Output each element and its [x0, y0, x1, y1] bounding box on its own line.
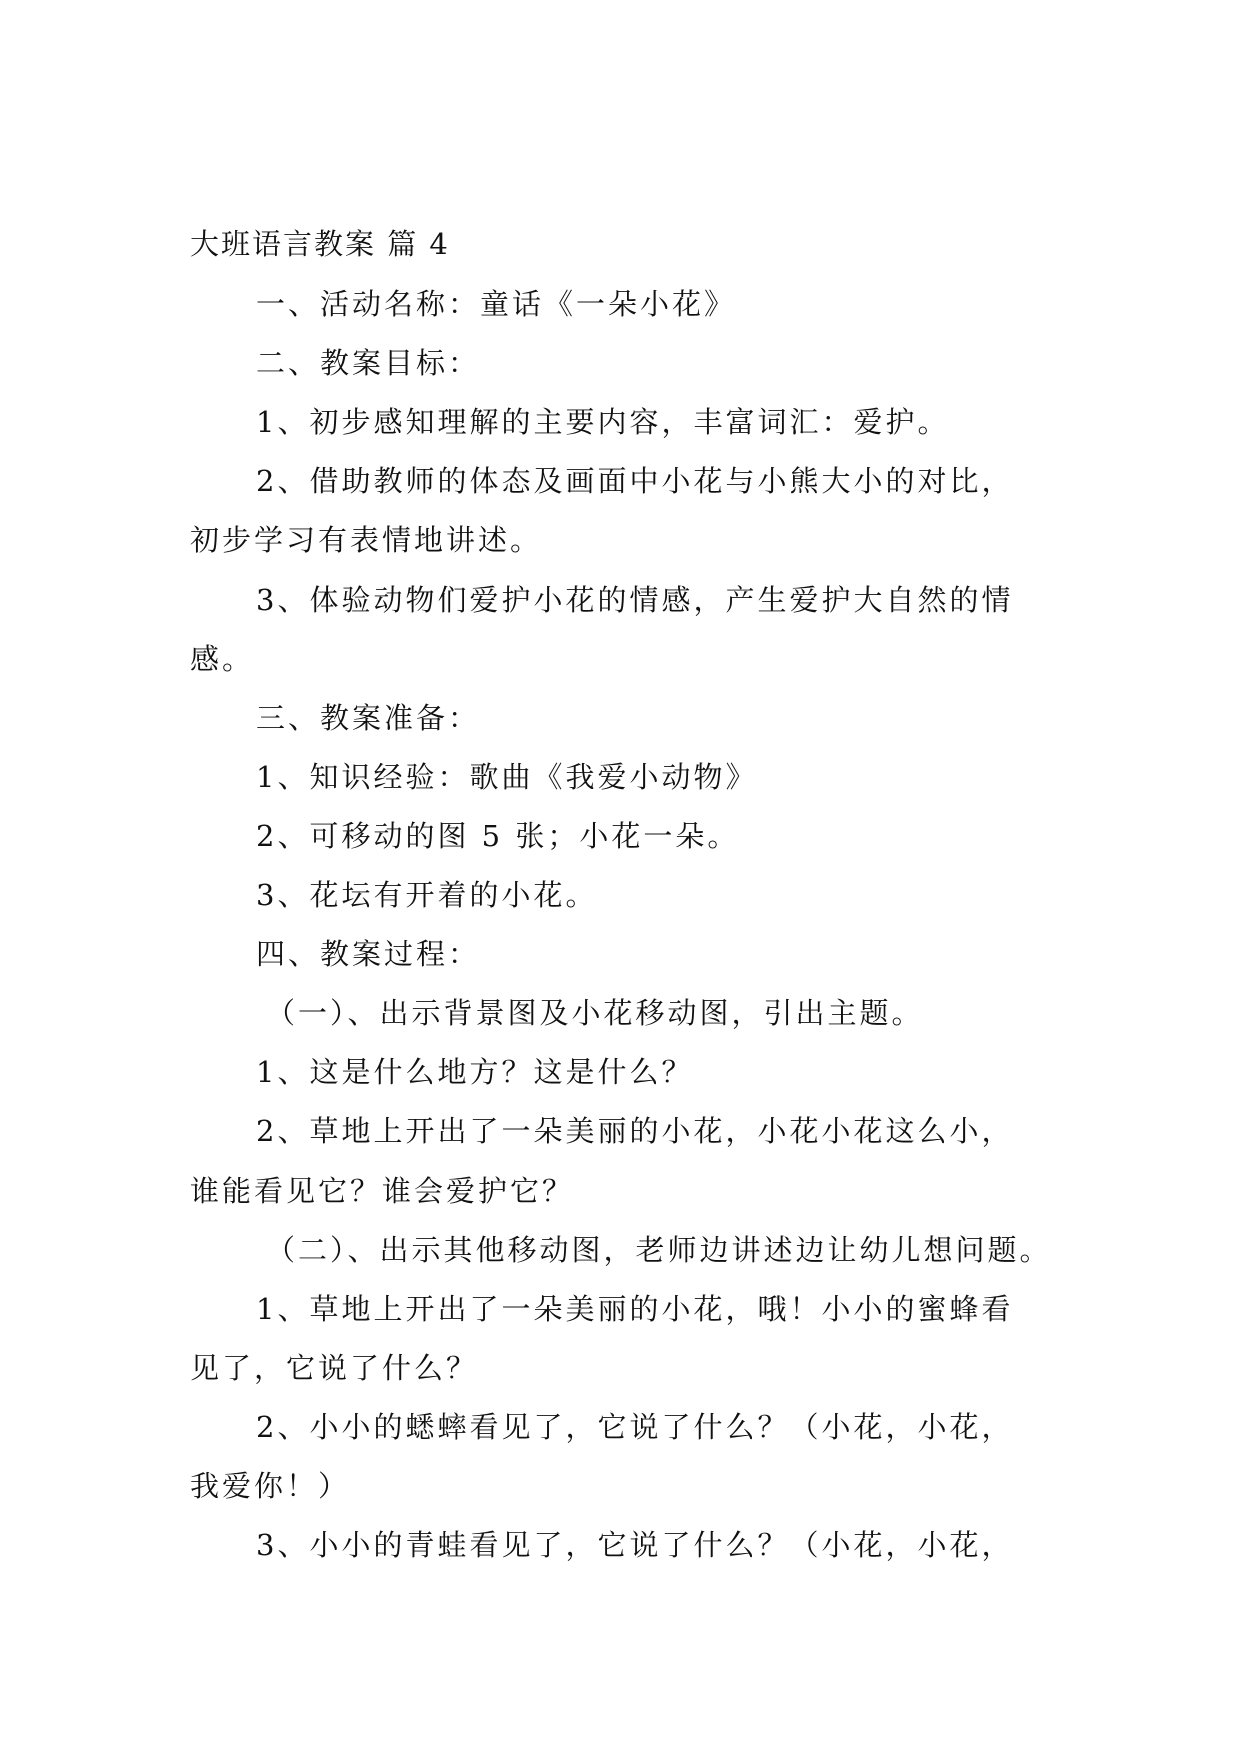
paragraph-line: 2、借助教师的体态及画面中小花与小熊大小的对比，: [256, 464, 1014, 498]
document-title: 大班语言教案 篇 4: [190, 227, 450, 261]
paragraph-line: 3、体验动物们爱护小花的情感，产生爱护大自然的情: [256, 583, 1014, 617]
paragraph-line: 感。: [190, 642, 255, 676]
paragraph-line: 2、草地上开出了一朵美丽的小花，小花小花这么小，: [256, 1114, 1014, 1148]
activity-name-line: 一、活动名称：童话《一朵小花》: [256, 287, 737, 321]
paragraph-line: 见了，它说了什么？: [190, 1351, 479, 1385]
paragraph-line: 1、初步感知理解的主要内容，丰富词汇：爱护。: [256, 405, 950, 439]
section-heading-goals: 二、教案目标：: [256, 346, 481, 380]
paragraph-line: 我爱你！）: [190, 1469, 351, 1503]
paragraph-line: 2、小小的蟋蟀看见了，它说了什么？（小花，小花，: [256, 1410, 1014, 1444]
paragraph-line: 1、草地上开出了一朵美丽的小花，哦！小小的蜜蜂看: [256, 1292, 1014, 1326]
section-heading-process: 四、教案过程：: [256, 937, 481, 971]
paragraph-line: 3、小小的青蛙看见了，它说了什么？（小花，小花，: [256, 1528, 1014, 1562]
subsection-heading: （二）、出示其他移动图，老师边讲述边让幼儿想问题。: [266, 1233, 1052, 1267]
paragraph-line: 3、花坛有开着的小花。: [256, 878, 598, 912]
paragraph-line: 谁能看见它？谁会爱护它？: [190, 1174, 575, 1208]
paragraph-line: 初步学习有表情地讲述。: [190, 523, 543, 557]
subsection-heading: （一）、出示背景图及小花移动图，引出主题。: [266, 996, 924, 1030]
paragraph-line: 1、这是什么地方？这是什么？: [256, 1055, 694, 1089]
paragraph-line: 1、知识经验：歌曲《我爱小动物》: [256, 760, 758, 794]
paragraph-line: 2、可移动的图 5 张；小花一朵。: [256, 819, 740, 853]
section-heading-preparation: 三、教案准备：: [256, 701, 481, 735]
